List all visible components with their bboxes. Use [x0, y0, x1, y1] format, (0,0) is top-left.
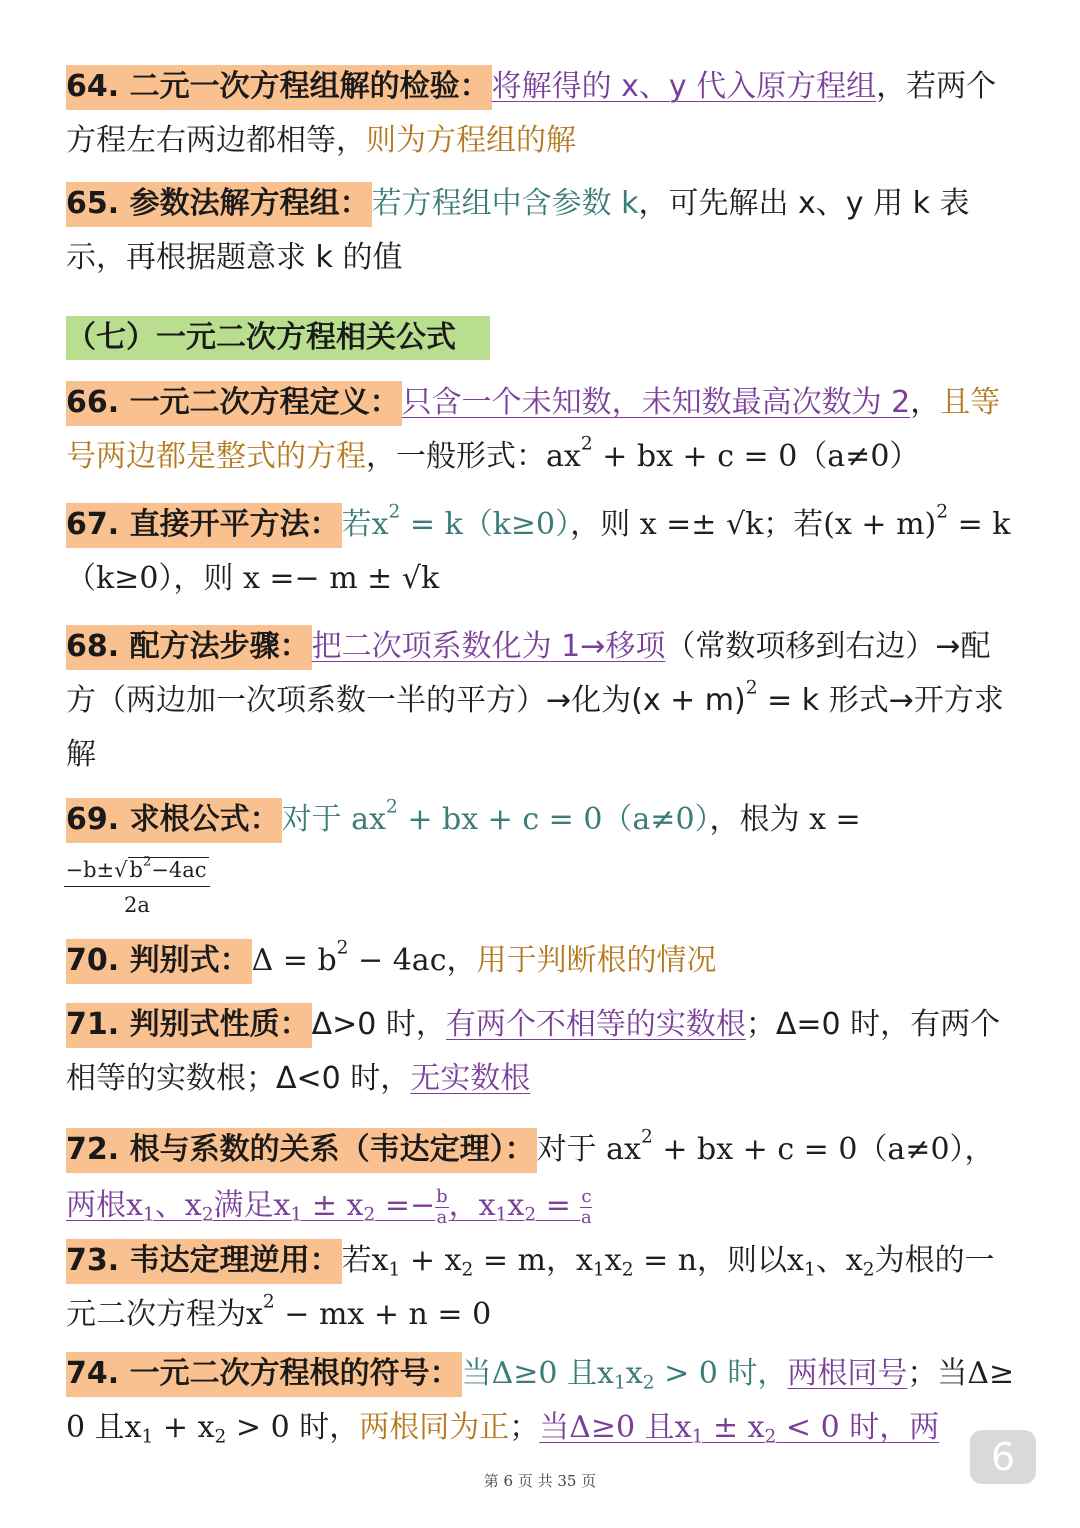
item-69-cond-b: + bx + c = 0（a≠0）: [397, 802, 710, 837]
item-72: [66, 1122, 1016, 1234]
item-64-underlined: 将解得的 x、y 代入原方程组: [491, 69, 877, 104]
item-72-sup: 2: [640, 1126, 653, 1148]
item-71: [66, 998, 1016, 1106]
item-71-underlined-a: 有两个不相等的实数根: [445, 1007, 746, 1042]
page-footer: 第 6 页 共 35 页: [483, 1472, 597, 1490]
item-67-sup2: 2: [936, 501, 949, 523]
item-72-title: 72. 根与系数的关系（韦达定理）：: [66, 1128, 537, 1173]
item-67-sup1: 2: [388, 501, 401, 523]
item-64-result: 则为方程组的解: [366, 123, 576, 158]
item-74-title: 74. 一元二次方程根的符号：: [66, 1352, 462, 1397]
item-70: [66, 934, 1016, 988]
root-formula-fraction: [64, 854, 210, 917]
item-71-underlined-b: 无实数根: [410, 1061, 531, 1096]
item-74-cond-a: 当Δ≥0 且$x_1x_2 > 0$ 时，: [461, 1356, 788, 1394]
item-69-text: ，根为 x =: [709, 802, 861, 837]
item-69-sup: 2: [385, 796, 398, 818]
item-74: [66, 1347, 1016, 1455]
item-73: [66, 1234, 1016, 1342]
item-72-text-b: + bx + c = 0（a≠0），: [652, 1132, 995, 1167]
item-74-cond-b: ；当Δ≥0 且$x_1 + x_2 > 0$ 时，: [66, 1356, 1015, 1448]
item-74-semicolon: ；: [509, 1410, 540, 1445]
item-64-text: ，若两个方程左右两边都相等，: [66, 69, 997, 158]
fraction-c-over-a: $\frac{c}{a}$: [581, 1185, 592, 1228]
item-65-text: ，可先解出 x、y 用 k 表示，再根据题意求 k 的值: [66, 186, 970, 275]
item-74-orange: 两根同为正: [359, 1410, 510, 1445]
item-69-cond-a: 对于 ax: [281, 802, 386, 837]
item-65: [66, 177, 1016, 285]
item-70-formula-a: Δ = b: [251, 943, 337, 978]
item-67-text-a: ，则 x =± √k；若(x + m): [570, 507, 937, 542]
item-74-underlined-b: 当Δ≥0 且$x_1 \pm x_2 < 0$ 时，两: [539, 1410, 940, 1448]
section-heading: （七）一元二次方程相关公式: [66, 316, 490, 360]
item-72-text-a: 对于 ax: [536, 1132, 641, 1167]
item-71-text-b: ；Δ=0 时，有两个相等的实数根；Δ<0 时，: [66, 1007, 1001, 1096]
item-67-title: 67. 直接开平方法：: [66, 503, 342, 548]
item-68-underlined: 把二次项系数化为 1→移项: [311, 629, 666, 664]
item-68-title: 68. 配方法步骤：: [66, 625, 312, 670]
item-72-vieta: 两根$x_1$、$x_2$满足$x_1 \pm x_2$ =− $\frac{b}{a}$ ，$x_1x_2$ = $\frac{c}{a}$: [66, 1185, 592, 1228]
item-67-cond-a: 若x: [341, 507, 389, 542]
item-67-text-b: = k（k≥0），则 x =− m ± √k: [66, 507, 1011, 596]
item-68-sup: 2: [745, 677, 758, 699]
item-64: [66, 60, 1016, 168]
item-67: [66, 498, 1016, 606]
item-65-title: 65. 参数法解方程组：: [66, 182, 372, 227]
item-66-sup: 2: [580, 433, 593, 455]
item-67-cond-b: = k（k≥0）: [400, 507, 571, 542]
item-71-title: 71. 判别式性质：: [66, 1003, 312, 1048]
item-73-body: 若$x_1 + x_2 = m$，$x_1x_2 = n$，则以$x_1$、$x_2$为根的一元二次方程为$x^2$ − mx + n = 0: [66, 1243, 995, 1332]
item-66-form-a: ，一般形式：ax: [366, 439, 581, 474]
item-70-formula-b: − 4ac，: [348, 943, 477, 978]
page-number-badge: 6: [970, 1430, 1036, 1484]
item-68: [66, 620, 1016, 782]
item-68-text-a: （常数项移到右边）→配方（两边加一次项系数一半的平方）→化为(x + m): [66, 629, 991, 718]
item-69: [66, 793, 1016, 847]
root-formula-numerator: $-b\pm√b^2-4ac$: [64, 858, 210, 887]
item-70-sup: 2: [336, 937, 349, 959]
item-70-title: 70. 判别式：: [66, 939, 252, 984]
item-66-form-b: + bx + c = 0（a≠0）: [592, 439, 920, 474]
item-74-underlined-a: 两根同号: [787, 1356, 908, 1391]
item-66: [66, 376, 1016, 484]
item-65-condition: 若方程组中含参数 k: [371, 186, 639, 221]
fraction-b-over-a: $\frac{b}{a}$: [436, 1185, 448, 1228]
item-66-comma: ，: [910, 385, 941, 420]
item-69-title: 69. 求根公式：: [66, 798, 282, 843]
item-71-text-a: Δ>0 时，: [311, 1007, 446, 1042]
item-73-title: 73. 韦达定理逆用：: [66, 1239, 342, 1284]
item-66-title: 66. 一元二次方程定义：: [66, 381, 402, 426]
item-68-text-b: = k 形式→开方求解: [66, 683, 1004, 772]
item-64-title: 64. 二元一次方程组解的检验：: [66, 65, 492, 110]
root-formula-denominator: 2a: [124, 893, 150, 917]
item-70-orange: 用于判断根的情况: [476, 943, 717, 978]
item-66-underlined: 只含一个未知数，未知数最高次数为 2: [401, 385, 911, 420]
item-66-orange: 且等号两边都是整式的方程: [66, 385, 1001, 474]
